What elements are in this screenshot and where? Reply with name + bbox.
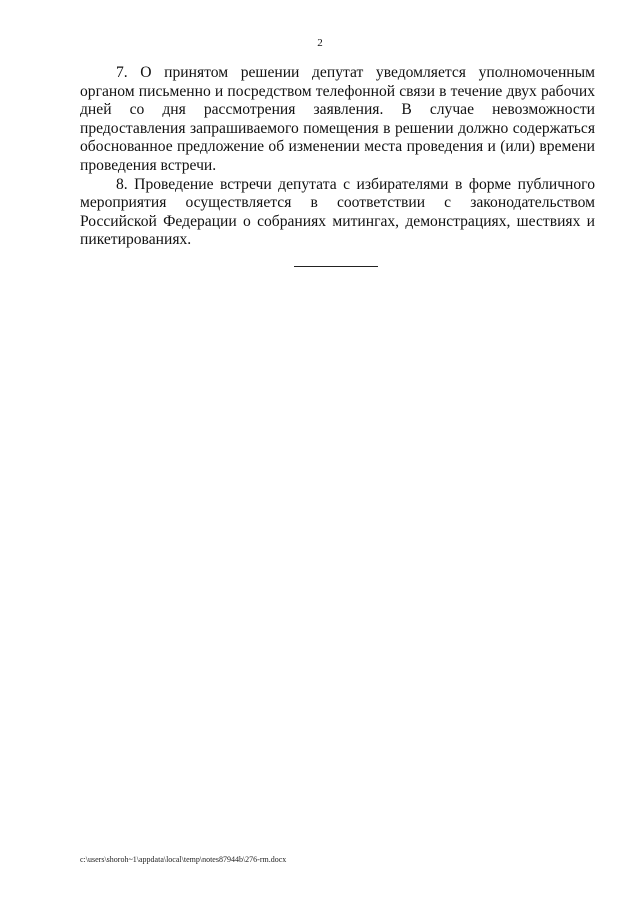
end-of-document-line	[294, 266, 378, 267]
document-body	[80, 64, 595, 250]
paragraph-8: 8. Проведение встречи депутата с избирателями в форме публичного мероприятия осуществляется в соответствии с законодательством Российской Федерации о собраниях митингах, демонстрациях, шествиях и пикетированиях.	[80, 175, 595, 249]
page-number: 2	[317, 37, 323, 49]
footer-file-path: c:\users\shoroh~1\appdata\local\temp\notes87944b\276-rm.docx	[80, 855, 287, 864]
paragraph-7: 7. О принятом решении депутат уведомляется уполномоченным органом письменно и посредством телефонной связи в течение двух рабочих дней со дня рассмотрения заявления. В случае невозможности предоставления запрашиваемого помещения в решении должно содержаться обоснованное предложение об изменении места проведения и (или) времени проведения встречи.	[80, 64, 595, 174]
